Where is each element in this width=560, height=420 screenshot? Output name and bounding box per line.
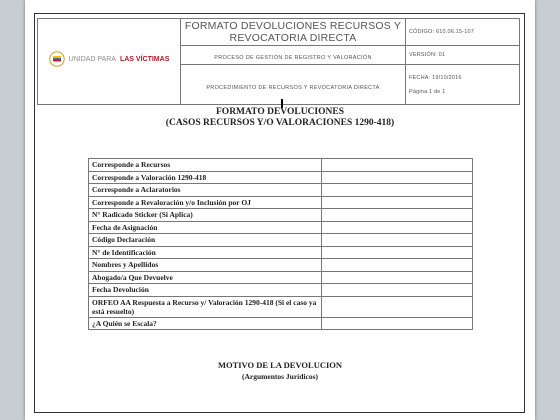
form-value-cell[interactable] <box>322 221 473 234</box>
form-row <box>89 196 473 209</box>
form-row <box>89 246 473 259</box>
logo-cell <box>38 19 181 105</box>
form-title: FORMATO DEVOLUCIONES RECURSOS Y REVOCATORIA DIRECTA <box>184 20 402 44</box>
document-code: CÓDIGO: 610.06.15-107 <box>409 29 475 35</box>
code-cell <box>406 19 520 46</box>
document-subtitle: (CASOS RECURSOS Y/O VALORACIONES 1290-418) <box>165 118 395 128</box>
form-label: N° de Identificación <box>89 246 322 259</box>
process-cell <box>181 46 406 65</box>
process-name: PROCESO DE GESTIÓN DE REGISTRO Y VALORACIÓN <box>214 55 372 61</box>
form-label: Corresponde a Valoración 1290-418 <box>89 171 322 184</box>
form-row <box>89 184 473 197</box>
document-version: VERSIÓN: 01 <box>409 52 446 58</box>
form-row <box>89 317 473 330</box>
form-value-cell[interactable] <box>322 317 473 330</box>
form-label: Corresponde a Recursos <box>89 159 322 172</box>
unidad-victimas-logo <box>49 51 170 67</box>
form-label: Nombres y Apellidos <box>89 259 322 272</box>
form-label: Corresponde a Aclaratorios <box>89 184 322 197</box>
form-value-cell[interactable] <box>322 209 473 222</box>
document-page <box>25 0 535 420</box>
logo-text-primary: UNIDAD PARA <box>68 55 116 63</box>
case-form-table <box>88 158 473 330</box>
form-row <box>89 171 473 184</box>
form-row <box>89 271 473 284</box>
form-row <box>89 221 473 234</box>
form-title-cell <box>181 19 406 46</box>
logo-text-brand: LAS VÍCTIMAS <box>119 55 170 63</box>
version-cell <box>406 46 520 65</box>
form-value-cell[interactable] <box>322 259 473 272</box>
form-value-cell[interactable] <box>322 196 473 209</box>
motivo-title: MOTIVO DE LA DEVOLUCION <box>217 360 343 370</box>
page-number: Página 1 de 1 <box>409 88 446 95</box>
form-value-cell[interactable] <box>322 171 473 184</box>
form-label: N° Radicado Sticker (Si Aplica) <box>89 209 322 222</box>
form-value-cell[interactable] <box>322 296 473 317</box>
form-row <box>89 284 473 297</box>
form-row <box>89 209 473 222</box>
colombia-seal-icon <box>49 51 65 67</box>
form-label: Fecha de Asignación <box>89 221 322 234</box>
form-value-cell[interactable] <box>322 159 473 172</box>
form-row <box>89 296 473 317</box>
form-label: Código Declaración <box>89 234 322 247</box>
form-value-cell[interactable] <box>322 184 473 197</box>
form-label: ORFEO AA Respuesta a Recurso y/ Valoración 1290-418 (Si el caso ya está resuelto) <box>89 296 322 317</box>
document-date: FECHA: 19/10/2016 <box>409 74 462 81</box>
form-value-cell[interactable] <box>322 284 473 297</box>
form-label: Abogado/a Que Devuelve <box>89 271 322 284</box>
document-header <box>37 18 520 105</box>
procedure-name: PROCEDIMIENTO DE RECURSOS Y REVOCATORIA DIRECTA <box>206 84 380 91</box>
form-row <box>89 234 473 247</box>
procedure-cell <box>181 65 406 105</box>
form-row <box>89 159 473 172</box>
date-page-cell <box>406 65 520 105</box>
form-value-cell[interactable] <box>322 246 473 259</box>
motivo-subtitle: (Argumentos Jurídicos) <box>241 372 319 381</box>
form-label: ¿A Quién se Escala? <box>89 317 322 330</box>
form-value-cell[interactable] <box>322 234 473 247</box>
document-title: FORMATO DEVOLUCIONES <box>216 107 344 117</box>
form-row <box>89 259 473 272</box>
form-label: Fecha Devolución <box>89 284 322 297</box>
form-label: Corresponde a Revaloración y/o Inclusión por OJ <box>89 196 322 209</box>
form-value-cell[interactable] <box>322 271 473 284</box>
